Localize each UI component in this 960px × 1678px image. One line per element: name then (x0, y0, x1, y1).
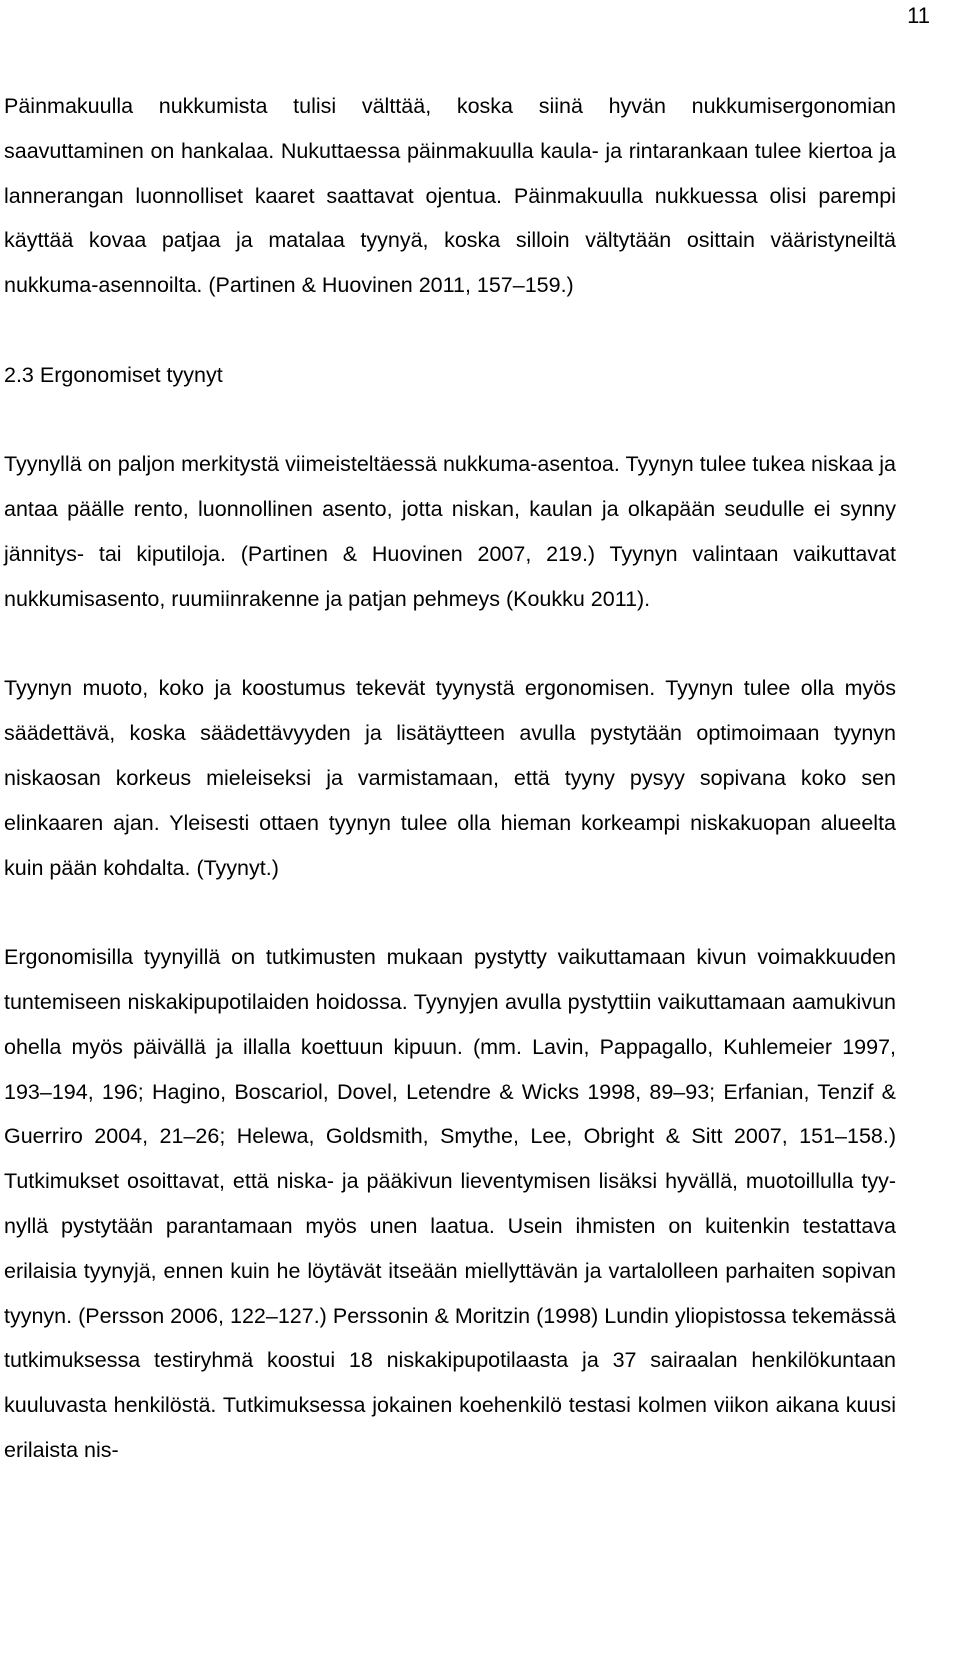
paragraph-pillow-meaning: Tyynyllä on paljon merkitystä viimeisteltäessä nukkuma-asentoa. Tyynyn tulee tukea niskaa ja antaa päälle rento, luonnollinen asento, jotta niskan, kaulan ja olkapään seudulle ei synny jännitys- tai kiputiloja. (Partinen & Huovinen 2007, 219.) Tyynyn valintaan vaikuttavat nukkumisasento, ruumiinrakenne ja patjan pehmeys (Koukku 2011). (4, 452, 896, 611)
section-heading: 2.3 Ergonomiset tyynyt (4, 362, 223, 387)
spacer (4, 308, 896, 353)
spacer (4, 398, 896, 443)
spacer (4, 622, 896, 667)
page-number: 11 (907, 3, 930, 28)
paragraph-pillow-shape: Tyynyn muoto, koko ja koostumus tekevät tyynystä ergonomisen. Tyynyn tulee olla myös säädettävä, koska säädettävyyden ja lisätäytteen avulla pystytään optimoimaan tyynyn niskaosan korkeus mieleiseksi ja varmistamaan, että tyyny pysyy sopivana koko sen elinkaaren ajan. Yleisesti ottaen tyynyn tulee olla hieman korkeampi niskakuopan alueelta kuin pään kohdalta. (Tyynyt.) (4, 676, 896, 880)
document-body (4, 84, 896, 1473)
paragraph-sleep-prone: Päinmakuulla nukkumista tulisi välttää, koska siinä hyvän nukkumisergonomian saavuttaminen on hankalaa. Nukuttaessa päinmakuulla kaula- ja rintarankaan tulee kiertoa ja lannerangan luonnolliset kaaret saattavat ojentua. Päinmakuulla nukkuessa olisi parempi käyttää kovaa patjaa ja matalaa tyynyä, koska silloin vältytään osittain vääristyneiltä nukkuma-asennoilta. (Partinen & Huovinen 2011, 157–159.) (4, 94, 896, 298)
paragraph-ergonomic-research: Ergonomisilla tyynyillä on tutkimusten mukaan pystytty vaikuttamaan kivun voimakkuuden tuntemiseen niskakipupotilaiden hoidossa. Tyynyjen avulla pystyttiin vaikuttamaan aamukivun ohella myös päivällä ja illalla koettuun kipuun. (mm. Lavin, Pappagallo, Kuhlemeier 1997, 193–194, 196; Hagino, Boscariol, Dovel, Letendre & Wicks 1998, 89–93; Erfanian, Tenzif & Guerriro 2004, 21–26; Helewa, Goldsmith, Smythe, Lee, Obright & Sitt 2007, 151–158.) Tutkimukset osoittavat, että niska- ja pääkivun lieventymisen lisäksi hyvällä, muotoillulla tyynyllä pystytään parantamaan myös unen laatua. Usein ihmisten on kuitenkin testattava erilaisia tyynyjä, ennen kuin he löytävät itseään miellyttävän ja vartalolleen parhaiten sopivan tyynyn. (Persson 2006, 122–127.) Perssonin & Moritzin (1998) Lundin yliopistossa tekemässä tutkimuksessa testiryhmä koostui 18 niskakipupotilaasta ja 37 sairaalan henkilökuntaan kuuluvasta henkilöstä. Tutkimuksessa jokainen koehenkilö testasi kolmen viikon aikana kuusi erilaista nis- (4, 945, 896, 1462)
spacer (4, 890, 896, 935)
